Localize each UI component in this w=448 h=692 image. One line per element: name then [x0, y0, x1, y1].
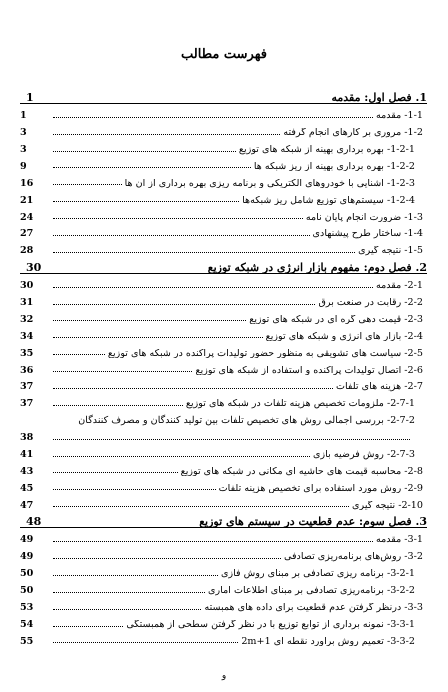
page-title: فهرست مطالب — [181, 47, 267, 62]
toc-page-number: 1 — [20, 110, 27, 122]
toc-page-number: 21 — [20, 194, 34, 206]
toc-entry[interactable] — [20, 222, 427, 239]
dot-leader — [53, 592, 205, 593]
dot-leader — [53, 320, 246, 321]
toc-page-number: 50 — [20, 585, 34, 597]
toc-chapter-heading[interactable] — [20, 256, 427, 274]
toc-entry-label: 3-3-2- تعمیم روش برآورد نقطه ای 2m+1 — [241, 636, 415, 647]
dot-leader — [53, 235, 310, 236]
toc-entry-label: 3-2-2- برنامه‌ریزی تصادفی بر مبنای اطلاعات آماری — [208, 586, 415, 596]
dot-leader — [53, 506, 349, 507]
toc-entry[interactable] — [20, 324, 427, 341]
toc-page-number: 55 — [20, 635, 34, 647]
dot-leader — [53, 218, 303, 219]
toc-entry[interactable] — [20, 188, 427, 205]
toc-entry[interactable] — [20, 562, 427, 579]
toc-entry[interactable] — [20, 613, 427, 630]
dot-leader — [53, 252, 355, 253]
toc-entry-label: 1-2-2- بهره برداری بهینه از ریز شبکه ها — [253, 161, 415, 172]
toc-page-number: 37 — [20, 398, 34, 410]
toc-page-number: 54 — [20, 618, 34, 630]
toc-entry[interactable] — [20, 274, 427, 291]
toc-entry-label: 1-2- مروری بر کارهای انجام گرفته — [283, 128, 423, 138]
toc-entry[interactable] — [20, 104, 427, 121]
dot-leader — [53, 287, 373, 288]
toc-page-number: 9 — [20, 160, 27, 172]
toc-page-number: 34 — [20, 330, 34, 342]
toc-entry[interactable] — [20, 630, 427, 647]
toc-page-number: 47 — [20, 499, 34, 511]
toc-entry-label: 2-5- سیاست های تشویقی به منظور حضور تولیدات پراکنده در شبکه های توزیع — [107, 348, 423, 359]
toc-entry-wrapped[interactable] — [20, 409, 427, 426]
toc-entry[interactable] — [20, 392, 427, 409]
toc-entry[interactable] — [20, 341, 427, 358]
toc-chapter-heading[interactable] — [20, 86, 427, 104]
toc-entry-label: 2-7-3- روش فرضیه بازی — [313, 450, 415, 460]
toc-page-number: 24 — [20, 211, 34, 223]
toc-entry-label: 2-1- مقدمه — [375, 281, 423, 291]
dot-leader — [53, 304, 315, 305]
toc-page-number: 32 — [20, 313, 34, 325]
toc-page-number: 35 — [20, 347, 34, 359]
toc-entry[interactable] — [20, 443, 427, 460]
dot-leader — [53, 388, 333, 389]
toc-entry-label: 2-3- قیمت دهی گره ای در شبکه های توزیع — [249, 314, 423, 325]
toc-entry[interactable] — [20, 138, 427, 155]
dot-leader — [53, 117, 373, 118]
toc-entry[interactable] — [20, 545, 427, 562]
toc-entry-label: 1-2-4- سیستم‌های توزیع شامل ریز شبکه‌ها — [242, 195, 415, 206]
toc-entry[interactable] — [20, 426, 427, 443]
dot-leader — [53, 642, 238, 643]
toc-entry-label: 2-9- روش مورد استفاده برای تخصیص هزینه تلفات — [218, 483, 423, 494]
toc-entry[interactable] — [20, 476, 427, 493]
dot-leader — [53, 439, 410, 440]
toc-entry-label: 3-2- روش‌های برنامه‌ریزی تصادفی — [283, 552, 423, 562]
toc-page-number: 28 — [20, 245, 34, 257]
toc-entry[interactable] — [20, 205, 427, 222]
toc-entry-label: 3-1- مقدمه — [375, 535, 423, 546]
toc-entry-label: 2-7-2- بررسی اجمالی روش های تخصیص تلفات بین تولید کنندگان و مصرف کنندگان — [78, 414, 415, 426]
dot-leader — [53, 134, 280, 135]
toc-page-number: 48 — [26, 515, 42, 529]
toc-entry[interactable] — [20, 460, 427, 477]
toc-entry[interactable] — [20, 121, 427, 138]
toc-page-number: 50 — [20, 568, 34, 580]
dot-leader — [53, 167, 251, 168]
dot-leader — [53, 489, 216, 490]
dot-leader — [53, 472, 178, 473]
toc-chapter-heading[interactable] — [20, 510, 427, 528]
toc-entry-label: 1. فصل اول: مقدمه — [331, 91, 427, 103]
toc-entry[interactable] — [20, 308, 427, 325]
toc-entry[interactable] — [20, 358, 427, 375]
toc-entry[interactable] — [20, 171, 427, 188]
toc-entry[interactable] — [20, 579, 427, 596]
toc-entry-label: 3. فصل سوم: عدم قطعیت در سیستم های توزیع — [199, 516, 427, 528]
toc-page-number: 27 — [20, 228, 34, 240]
toc-page-number: 45 — [20, 482, 34, 494]
toc-page-number: 36 — [20, 364, 34, 376]
dot-leader — [53, 201, 239, 202]
toc-page-number: 3 — [20, 127, 27, 139]
toc-entry[interactable] — [20, 375, 427, 392]
table-of-contents — [20, 86, 427, 646]
toc-page-number: 43 — [20, 465, 34, 477]
dot-leader — [53, 337, 263, 338]
toc-entry-label: 1-2-3- آشنایی با خودروهای الکتریکی و برنامه ریزی بهره برداری از آن ها — [124, 178, 415, 189]
dot-leader — [53, 354, 105, 355]
toc-entry[interactable] — [20, 239, 427, 256]
toc-entry[interactable] — [20, 528, 427, 545]
toc-entry-label: 1-3- ضرورت انجام پایان نامه — [305, 212, 423, 223]
dot-leader — [53, 456, 310, 457]
toc-page-number: 38 — [20, 432, 34, 444]
toc-page-number: 49 — [20, 534, 34, 546]
toc-entry[interactable] — [20, 596, 427, 613]
dot-leader — [53, 405, 183, 406]
toc-entry-label: 3-3-1- نمونه برداری از توابع توزیع با در نظر گرفتن سطحی از همبستگی — [126, 619, 415, 630]
toc-page-number: 30 — [20, 280, 34, 292]
toc-entry[interactable] — [20, 493, 427, 510]
dot-leader — [53, 626, 123, 627]
toc-entry-label: 2-8- محاسبه قیمت های حاشیه ای مکانی در شبکه های توزیع — [180, 466, 423, 477]
dot-leader — [53, 371, 192, 372]
toc-entry-label: 2-7-1- ملزومات تخصیص هزینه تلفات در شبکه های توزیع — [185, 399, 415, 409]
dot-leader — [53, 558, 281, 559]
dot-leader — [53, 541, 373, 542]
toc-entry-label: 1-5- نتیجه گیری — [358, 246, 423, 256]
toc-page-number: 53 — [20, 602, 34, 614]
toc-page-number: 41 — [20, 449, 34, 460]
toc-entry-label: 2-4- بازار های انرژی و شبکه های توزیع — [265, 331, 423, 342]
toc-entry-label: 2-2- رقابت در صنعت برق — [318, 297, 423, 308]
toc-entry-label: 1-4- ساختار طرح پیشنهادی — [312, 229, 423, 240]
toc-page-number: 37 — [20, 381, 34, 393]
toc-entry[interactable] — [20, 291, 427, 308]
dot-leader — [53, 609, 201, 610]
dot-leader — [53, 575, 218, 576]
toc-page-number: 30 — [26, 260, 42, 274]
toc-entry-label: 3-2-1- برنامه ریزی تصادفی بر مبنای روش فازی — [220, 569, 415, 579]
toc-entry[interactable] — [20, 155, 427, 172]
page-number-footer: و — [221, 671, 227, 681]
dot-leader — [53, 184, 122, 185]
toc-entry-label: 3-3- درنظر گرفتن عدم قطعیت برای داده های همبسته — [204, 603, 423, 613]
toc-page-number: 1 — [26, 90, 34, 104]
toc-entry-label: 2-7- هزینه های تلفات — [335, 382, 423, 393]
dot-leader — [53, 151, 236, 152]
toc-page-number: 3 — [20, 143, 27, 155]
toc-entry-label: 1-2-1- بهره برداری بهینه از شبکه های توزیع — [238, 144, 415, 155]
toc-entry-label: 2. فصل دوم: مفهوم بازار انرژی در شبکه توزیع — [207, 261, 427, 273]
toc-entry-label: 2-10- نتیجه گیری — [352, 500, 423, 511]
toc-entry-label: 2-6- اتصال تولیدات پراکنده و استفاده از شبکه های توزیع — [195, 365, 423, 376]
toc-page-number: 49 — [20, 551, 34, 563]
toc-entry-label: 1-1- مقدمه — [375, 111, 423, 121]
toc-page-number: 16 — [20, 177, 34, 189]
toc-page-number: 31 — [20, 296, 34, 308]
